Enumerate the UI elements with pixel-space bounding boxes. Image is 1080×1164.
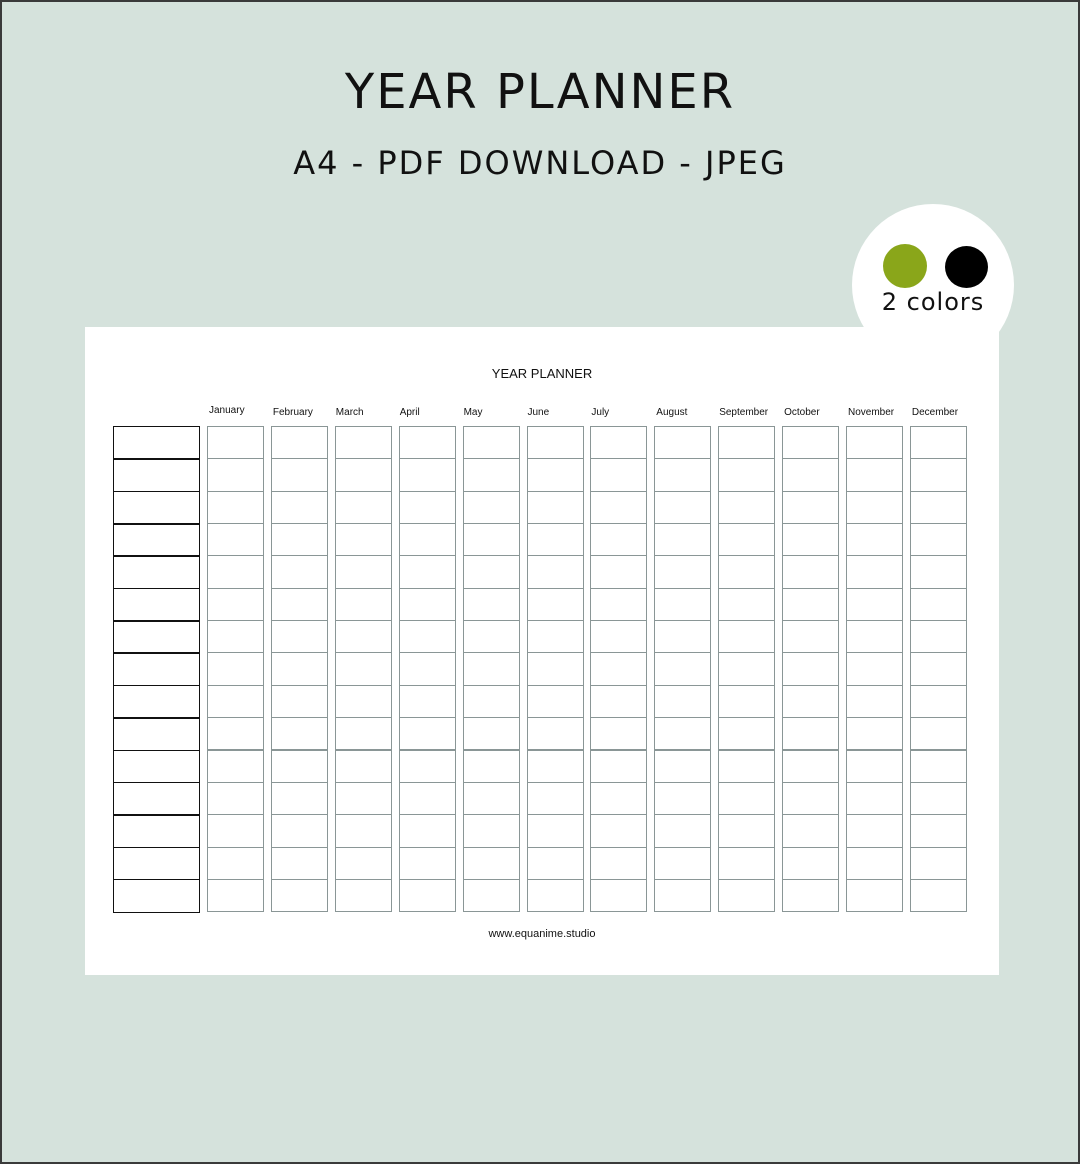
- planner-cell: [782, 652, 839, 685]
- planner-cell: [399, 814, 456, 847]
- planner-cell: [590, 717, 647, 750]
- planner-cell: [527, 620, 584, 653]
- planner-cell: [271, 458, 328, 491]
- planner-cell: [782, 879, 839, 912]
- planner-cell: [527, 491, 584, 524]
- planner-cell: [399, 458, 456, 491]
- planner-cell: [654, 814, 711, 847]
- planner-cell: [207, 847, 264, 880]
- planner-cell: [207, 588, 264, 621]
- planner-cell: [782, 620, 839, 653]
- planner-cell: [846, 620, 903, 653]
- planner-cell: [399, 847, 456, 880]
- planner-cell: [654, 620, 711, 653]
- planner-cell: [207, 620, 264, 653]
- planner-cell: [654, 426, 711, 459]
- planner-cell: [782, 814, 839, 847]
- planner-cell: [718, 847, 775, 880]
- planner-cell: [910, 458, 967, 491]
- planner-cell: [910, 879, 967, 912]
- planner-cell: [718, 523, 775, 556]
- planner-cell: [910, 620, 967, 653]
- planner-cell: [527, 523, 584, 556]
- planner-cell: [463, 814, 520, 847]
- planner-cell: [910, 426, 967, 459]
- planner-cell: [590, 652, 647, 685]
- planner-cell: [782, 426, 839, 459]
- planner-cell: [846, 458, 903, 491]
- planner-cell: [207, 717, 264, 750]
- row-label-cell: [113, 555, 200, 589]
- planner-cell: [846, 879, 903, 912]
- planner-cell: [207, 814, 264, 847]
- planner-cell: [910, 685, 967, 718]
- planner-cell: [718, 491, 775, 524]
- planner-cell: [463, 491, 520, 524]
- row-label-cell: [113, 523, 200, 557]
- planner-cell: [527, 555, 584, 588]
- planner-cell: [654, 685, 711, 718]
- planner-cell: [335, 814, 392, 847]
- planner-cell: [718, 588, 775, 621]
- planner-cell: [654, 847, 711, 880]
- planner-cell: [335, 491, 392, 524]
- planner-cell: [654, 523, 711, 556]
- planner-cell: [910, 588, 967, 621]
- row-label-cell: [113, 814, 200, 848]
- planner-cell: [846, 491, 903, 524]
- planner-cell: [846, 847, 903, 880]
- planner-cell: [654, 458, 711, 491]
- planner-cell: [207, 782, 264, 815]
- planner-cell: [910, 555, 967, 588]
- planner-cell: [207, 523, 264, 556]
- planner-cell: [527, 814, 584, 847]
- planner-cell: [718, 685, 775, 718]
- planner-cell: [271, 717, 328, 750]
- planner-cell: [335, 458, 392, 491]
- row-label-cell: [113, 879, 200, 913]
- website-footer: www.equanime.studio: [488, 928, 596, 940]
- planner-cell: [846, 685, 903, 718]
- planner-cell: [207, 685, 264, 718]
- black-color-swatch: [945, 246, 988, 288]
- planner-cell: [271, 620, 328, 653]
- row-label-cell: [113, 847, 200, 881]
- planner-cell: [399, 588, 456, 621]
- planner-cell: [846, 588, 903, 621]
- planner-cell: [527, 782, 584, 815]
- planner-cell: [782, 685, 839, 718]
- planner-cell: [207, 555, 264, 588]
- planner-cell: [463, 847, 520, 880]
- planner-cell: [399, 750, 456, 783]
- planner-cell: [590, 588, 647, 621]
- planner-cell: [846, 717, 903, 750]
- month-header-september: September: [719, 407, 769, 418]
- planner-cell: [527, 458, 584, 491]
- planner-cell: [207, 652, 264, 685]
- planner-cell: [335, 588, 392, 621]
- row-label-cell: [113, 652, 200, 686]
- planner-cell: [463, 426, 520, 459]
- row-label-cell: [113, 588, 200, 622]
- planner-cell: [654, 588, 711, 621]
- planner-cell: [463, 523, 520, 556]
- row-label-cell: [113, 426, 200, 460]
- row-label-cell: [113, 750, 200, 784]
- planner-cell: [207, 879, 264, 912]
- planner-cell: [335, 879, 392, 912]
- planner-cell: [399, 717, 456, 750]
- month-header-december: December: [911, 407, 959, 418]
- planner-cell: [654, 750, 711, 783]
- planner-cell: [910, 847, 967, 880]
- planner-cell: [718, 750, 775, 783]
- planner-cell: [335, 555, 392, 588]
- planner-cell: [463, 620, 520, 653]
- month-header-march: March: [335, 407, 364, 418]
- planner-cell: [271, 588, 328, 621]
- planner-cell: [654, 782, 711, 815]
- planner-cell: [207, 750, 264, 783]
- planner-cell: [399, 620, 456, 653]
- month-header-february: February: [272, 407, 313, 418]
- planner-cell: [782, 458, 839, 491]
- planner-cell: [910, 782, 967, 815]
- planner-cell: [910, 814, 967, 847]
- planner-cell: [846, 523, 903, 556]
- planner-cell: [399, 426, 456, 459]
- planner-cell: [463, 458, 520, 491]
- planner-cell: [590, 750, 647, 783]
- row-label-cell: [113, 782, 200, 816]
- planner-cell: [590, 620, 647, 653]
- planner-cell: [910, 652, 967, 685]
- planner-cell: [271, 750, 328, 783]
- planner-cell: [846, 750, 903, 783]
- planner-cell: [782, 523, 839, 556]
- planner-cell: [590, 555, 647, 588]
- planner-cell: [271, 491, 328, 524]
- planner-cell: [718, 814, 775, 847]
- planner-cell: [590, 685, 647, 718]
- planner-cell: [718, 555, 775, 588]
- planner-cell: [335, 717, 392, 750]
- planner-cell: [399, 491, 456, 524]
- planner-cell: [718, 782, 775, 815]
- row-label-cell: [113, 620, 200, 654]
- planner-cell: [590, 458, 647, 491]
- planner-cell: [654, 879, 711, 912]
- planner-cell: [527, 426, 584, 459]
- planner-cell: [399, 782, 456, 815]
- planner-cell: [910, 523, 967, 556]
- planner-cell: [335, 523, 392, 556]
- planner-cell: [654, 652, 711, 685]
- planner-cell: [846, 814, 903, 847]
- planner-cell: [335, 685, 392, 718]
- planner-cell: [846, 426, 903, 459]
- planner-cell: [399, 555, 456, 588]
- planner-cell: [335, 847, 392, 880]
- month-header-june: June: [527, 407, 550, 418]
- planner-cell: [463, 782, 520, 815]
- planner-cell: [463, 750, 520, 783]
- planner-cell: [399, 523, 456, 556]
- planner-cell: [910, 717, 967, 750]
- planner-cell: [782, 491, 839, 524]
- planner-cell: [463, 717, 520, 750]
- planner-cell: [782, 782, 839, 815]
- planner-cell: [335, 750, 392, 783]
- planner-cell: [463, 588, 520, 621]
- month-header-october: October: [784, 407, 820, 418]
- planner-cell: [399, 685, 456, 718]
- planner-cell: [463, 879, 520, 912]
- planner-cell: [718, 426, 775, 459]
- month-header-november: November: [848, 407, 895, 418]
- planner-cell: [207, 491, 264, 524]
- planner-cell: [335, 426, 392, 459]
- planner-cell: [718, 458, 775, 491]
- planner-cell: [910, 750, 967, 783]
- planner-cell: [782, 847, 839, 880]
- planner-cell: [782, 750, 839, 783]
- planner-cell: [527, 847, 584, 880]
- planner-cell: [782, 717, 839, 750]
- planner-cell: [527, 588, 584, 621]
- planner-cell: [718, 620, 775, 653]
- planner-cell: [271, 652, 328, 685]
- planner-cell: [590, 426, 647, 459]
- row-label-cell: [113, 491, 200, 525]
- row-label-cell: [113, 685, 200, 719]
- planner-cell: [846, 555, 903, 588]
- planner-cell: [271, 523, 328, 556]
- month-header-may: May: [463, 407, 483, 418]
- planner-cell: [782, 588, 839, 621]
- planner-cell: [846, 782, 903, 815]
- planner-cell: [463, 555, 520, 588]
- planner-cell: [718, 879, 775, 912]
- planner-cell: [590, 814, 647, 847]
- planner-cell: [271, 555, 328, 588]
- planner-cell: [527, 652, 584, 685]
- planner-cell: [718, 652, 775, 685]
- planner-cell: [654, 717, 711, 750]
- month-header-january: January: [209, 405, 245, 416]
- green-color-swatch: [883, 244, 927, 288]
- month-header-july: July: [591, 407, 610, 418]
- row-label-cell: [113, 458, 200, 492]
- planner-cell: [271, 685, 328, 718]
- planner-cell: [335, 782, 392, 815]
- page-title: YEAR PLANNER: [344, 64, 736, 120]
- planner-cell: [654, 491, 711, 524]
- planner-title: YEAR PLANNER: [491, 366, 593, 381]
- planner-cell: [846, 652, 903, 685]
- planner-cell: [590, 523, 647, 556]
- planner-cell: [271, 879, 328, 912]
- planner-cell: [463, 685, 520, 718]
- planner-cell: [527, 717, 584, 750]
- planner-cell: [718, 717, 775, 750]
- planner-cell: [463, 652, 520, 685]
- planner-cell: [271, 782, 328, 815]
- page-subtitle: A4 - PDF DOWNLOAD - JPEG: [293, 144, 787, 182]
- row-label-cell: [113, 717, 200, 751]
- planner-cell: [590, 879, 647, 912]
- month-header-august: August: [656, 407, 688, 418]
- planner-cell: [271, 426, 328, 459]
- planner-cell: [590, 491, 647, 524]
- planner-cell: [207, 458, 264, 491]
- planner-cell: [590, 782, 647, 815]
- planner-cell: [527, 685, 584, 718]
- planner-cell: [335, 652, 392, 685]
- planner-cell: [335, 620, 392, 653]
- planner-cell: [527, 879, 584, 912]
- planner-cell: [399, 879, 456, 912]
- planner-cell: [910, 491, 967, 524]
- planner-cell: [207, 426, 264, 459]
- planner-cell: [782, 555, 839, 588]
- planner-cell: [590, 847, 647, 880]
- planner-cell: [271, 847, 328, 880]
- planner-cell: [399, 652, 456, 685]
- planner-cell: [654, 555, 711, 588]
- planner-cell: [527, 750, 584, 783]
- month-header-april: April: [399, 407, 420, 418]
- planner-cell: [271, 814, 328, 847]
- color-count-label: 2 colors: [881, 288, 985, 316]
